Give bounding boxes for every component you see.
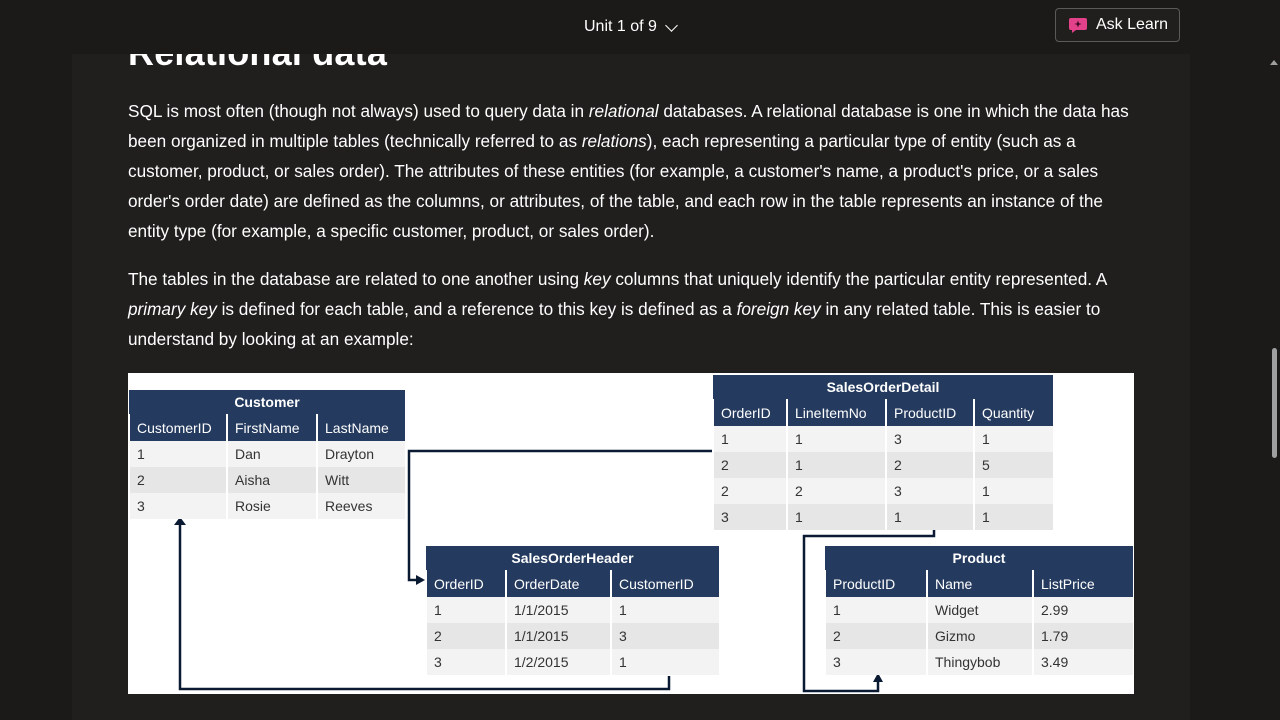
table-row [713, 452, 1053, 478]
unit-label: Unit 1 of 9 [584, 18, 657, 35]
cell: 1/1/2015 [506, 623, 611, 649]
cell: 3 [825, 649, 927, 675]
cell: 1 [129, 441, 227, 467]
customer-col-firstname: FirstName [227, 414, 317, 441]
sales-order-detail-table [712, 375, 1053, 530]
cell: 2 [787, 478, 886, 504]
sales-order-header-title: SalesOrderHeader [426, 546, 719, 570]
cell: 3 [886, 426, 974, 452]
customer-table-title: Customer [129, 390, 405, 414]
cell: 5 [974, 452, 1053, 478]
sales-order-detail-title: SalesOrderDetail [713, 375, 1053, 399]
cell: 2 [129, 467, 227, 493]
cell: 3.49 [1033, 649, 1133, 675]
unit-selector[interactable] [584, 16, 676, 38]
cell: 3 [886, 478, 974, 504]
p1-text-3: ), each representing a particular type of entity (such as a customer, product, or sales order). The attributes of these entities (for example, a customer's name, a product's price, or a sales order's order date) are defined as the columns, or attributes, of the table, and each row in the table represents an instance of the entity type (for example, a specific customer, product, or sales order). [128, 130, 1103, 241]
cell: Drayton [317, 441, 405, 467]
detail-col-orderid: OrderID [713, 399, 787, 426]
cell: 1.79 [1033, 623, 1133, 649]
header-col-orderid: OrderID [426, 570, 506, 597]
cell: 3 [713, 504, 787, 530]
cell: 1 [787, 452, 886, 478]
top-bar [0, 0, 1280, 54]
cell: 2 [886, 452, 974, 478]
cell: Aisha [227, 467, 317, 493]
cell: Witt [317, 467, 405, 493]
p2-text-1: The tables in the database are related to one another using [128, 269, 584, 289]
cell: 2 [713, 478, 787, 504]
article-content [72, 54, 1190, 720]
paragraph-relational [128, 97, 1138, 247]
p2-emphasis-primary-key: primary key [128, 298, 217, 319]
table-row [713, 504, 1053, 530]
customer-col-lastname: LastName [317, 414, 405, 441]
sales-order-header-table [425, 546, 719, 675]
cell: 2 [426, 623, 506, 649]
table-row [129, 441, 405, 467]
cell: 2.99 [1033, 597, 1133, 623]
cell: Reeves [317, 493, 405, 519]
header-col-orderdate: OrderDate [506, 570, 611, 597]
cell: 1 [787, 426, 886, 452]
p2-emphasis-foreign-key: foreign key [736, 298, 821, 319]
ask-learn-sparkle-icon [1068, 17, 1088, 33]
table-row [825, 623, 1133, 649]
cell: 3 [426, 649, 506, 675]
ask-learn-button[interactable] [1055, 8, 1180, 42]
p2-text-2: columns that uniquely identify the particular entity represented. A [610, 269, 1107, 289]
relational-diagram [128, 373, 1134, 694]
p2-emphasis-key: key [583, 269, 611, 289]
cell: Dan [227, 441, 317, 467]
scroll-up-arrow-icon[interactable] [1270, 60, 1278, 65]
cell: 1 [886, 504, 974, 530]
cell: Widget [927, 597, 1033, 623]
cell: 1/1/2015 [506, 597, 611, 623]
cell: 1 [426, 597, 506, 623]
product-table-title: Product [825, 546, 1133, 570]
cell: Rosie [227, 493, 317, 519]
customer-table [128, 390, 405, 519]
cell: 2 [713, 452, 787, 478]
header-col-customerid: CustomerID [611, 570, 719, 597]
table-row [426, 597, 719, 623]
chevron-down-icon [665, 19, 678, 32]
product-col-listprice: ListPrice [1033, 570, 1133, 597]
cell: 1 [787, 504, 886, 530]
product-col-productid: ProductID [825, 570, 927, 597]
customer-col-customerid: CustomerID [129, 414, 227, 441]
table-row [825, 597, 1133, 623]
cell: 3 [611, 623, 719, 649]
cell: 3 [129, 493, 227, 519]
cell: 1 [825, 597, 927, 623]
detail-col-lineitemno: LineItemNo [787, 399, 886, 426]
cell: 1 [974, 478, 1053, 504]
table-row [426, 649, 719, 675]
cell: 1/2/2015 [506, 649, 611, 675]
table-row [129, 467, 405, 493]
cell: Thingybob [927, 649, 1033, 675]
product-table [824, 546, 1133, 675]
p1-emphasis-relational: relational [588, 101, 659, 121]
cell: 1 [713, 426, 787, 452]
cell: 2 [825, 623, 927, 649]
detail-col-productid: ProductID [886, 399, 974, 426]
p1-emphasis-relations: relations [581, 130, 647, 151]
arrowhead-header [416, 575, 425, 585]
p2-text-4: in any related table. This is easier to understand by looking at an example: [128, 298, 1101, 349]
table-row [426, 623, 719, 649]
p2-text-3: is defined for each table, and a reference to this key is defined as a [216, 298, 737, 319]
table-row [129, 493, 405, 519]
table-row [713, 478, 1053, 504]
product-col-name: Name [927, 570, 1033, 597]
p1-text-2: databases. A relational database is one in which the data has been organized in multiple tables (technically referred to as [128, 101, 1129, 151]
table-row [713, 426, 1053, 452]
scrollbar-thumb[interactable] [1272, 348, 1277, 458]
cell: 1 [974, 426, 1053, 452]
cell: 1 [611, 597, 719, 623]
cell: 1 [611, 649, 719, 675]
cell: Gizmo [927, 623, 1033, 649]
paragraph-keys [128, 265, 1138, 355]
p1-text-1: SQL is most often (though not always) used to query data in [128, 101, 589, 121]
cell: 1 [974, 504, 1053, 530]
table-row [825, 649, 1133, 675]
detail-col-quantity: Quantity [974, 399, 1053, 426]
ask-learn-label: Ask Learn [1096, 16, 1169, 33]
